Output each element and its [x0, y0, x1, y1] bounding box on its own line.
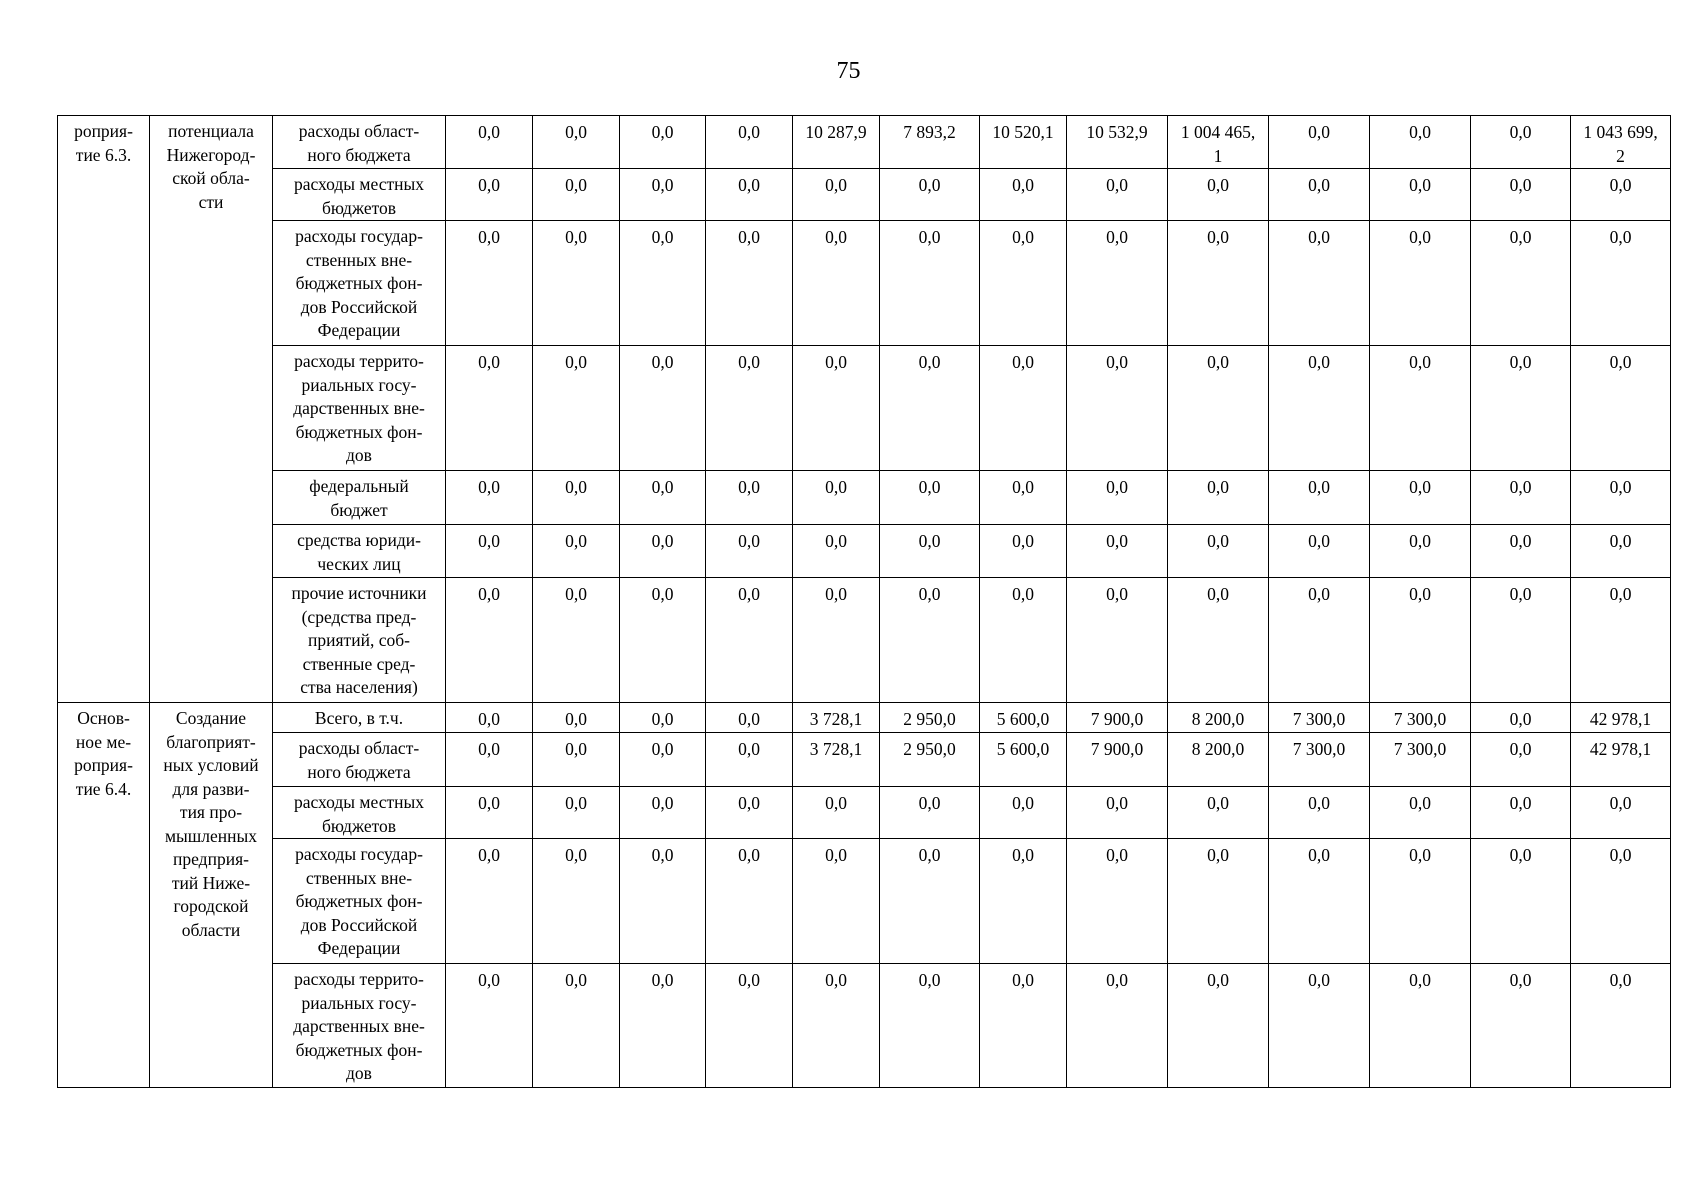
- value-cell: 0,0: [446, 525, 533, 578]
- value-cell: 0,0: [446, 116, 533, 169]
- value-cell: 0,0: [620, 346, 706, 471]
- value-cell: 0,0: [980, 964, 1067, 1088]
- value-cell: 0,0: [793, 471, 880, 525]
- value-cell: 0,0: [880, 169, 980, 221]
- value-cell: 0,0: [1370, 578, 1471, 703]
- value-cell: 0,0: [620, 703, 706, 733]
- value-cell: 0,0: [1168, 346, 1269, 471]
- value-cell: 0,0: [793, 964, 880, 1088]
- value-cell: 0,0: [706, 525, 793, 578]
- value-cell: 0,0: [1269, 964, 1370, 1088]
- value-cell: 0,0: [1471, 471, 1571, 525]
- value-cell: 0,0: [533, 964, 620, 1088]
- value-cell: 0,0: [1471, 346, 1571, 471]
- value-cell: 0,0: [793, 525, 880, 578]
- value-cell: 7 900,0: [1067, 703, 1168, 733]
- value-cell: 0,0: [1067, 578, 1168, 703]
- table-row: [58, 169, 1671, 221]
- value-cell: 0,0: [620, 116, 706, 169]
- value-cell: 0,0: [446, 169, 533, 221]
- value-cell: 0,0: [793, 221, 880, 346]
- value-cell: 0,0: [1571, 839, 1671, 964]
- value-cell: 2 950,0: [880, 733, 980, 787]
- value-cell: 0,0: [1370, 221, 1471, 346]
- value-cell: 0,0: [1571, 471, 1671, 525]
- value-cell: 0,0: [1370, 169, 1471, 221]
- value-cell: 0,0: [620, 964, 706, 1088]
- value-cell: 0,0: [1269, 839, 1370, 964]
- value-cell: 42 978,1: [1571, 703, 1671, 733]
- value-cell: 0,0: [1269, 471, 1370, 525]
- value-cell: 0,0: [980, 839, 1067, 964]
- funding-source-cell: средства юриди- ческих лиц: [273, 525, 446, 578]
- funding-source-cell: расходы област- ного бюджета: [273, 116, 446, 169]
- value-cell: 0,0: [1168, 221, 1269, 346]
- value-cell: 0,0: [1471, 733, 1571, 787]
- value-cell: 0,0: [980, 221, 1067, 346]
- value-cell: 0,0: [1571, 578, 1671, 703]
- value-cell: 0,0: [1067, 787, 1168, 839]
- value-cell: 1 004 465, 1: [1168, 116, 1269, 169]
- table-row: [58, 578, 1671, 703]
- page-number: 75: [836, 58, 861, 84]
- value-cell: 0,0: [1370, 964, 1471, 1088]
- table-row: [58, 116, 1671, 169]
- table-row: [58, 733, 1671, 787]
- value-cell: 0,0: [1370, 525, 1471, 578]
- value-cell: 0,0: [1571, 169, 1671, 221]
- value-cell: 0,0: [1168, 578, 1269, 703]
- value-cell: 0,0: [980, 169, 1067, 221]
- value-cell: 0,0: [1471, 221, 1571, 346]
- value-cell: 0,0: [706, 471, 793, 525]
- value-cell: 0,0: [446, 839, 533, 964]
- value-cell: 0,0: [533, 839, 620, 964]
- value-cell: 0,0: [880, 525, 980, 578]
- budget-table: [57, 115, 1671, 1088]
- value-cell: 0,0: [1269, 346, 1370, 471]
- value-cell: 0,0: [1571, 525, 1671, 578]
- value-cell: 0,0: [1370, 787, 1471, 839]
- value-cell: 0,0: [880, 787, 980, 839]
- table-row: [58, 964, 1671, 1088]
- value-cell: 7 300,0: [1269, 703, 1370, 733]
- value-cell: 8 200,0: [1168, 703, 1269, 733]
- value-cell: 0,0: [1168, 525, 1269, 578]
- value-cell: 0,0: [706, 839, 793, 964]
- value-cell: 0,0: [620, 839, 706, 964]
- value-cell: 0,0: [1471, 964, 1571, 1088]
- event-number-cell: Основ- ное ме- роприя- тие 6.4.: [58, 703, 150, 1088]
- value-cell: 0,0: [620, 787, 706, 839]
- value-cell: 0,0: [1471, 525, 1571, 578]
- funding-source-cell: расходы террито- риальных госу- дарственных вне- бюджетных фон- дов: [273, 964, 446, 1088]
- value-cell: 0,0: [620, 733, 706, 787]
- value-cell: 0,0: [980, 346, 1067, 471]
- value-cell: 0,0: [706, 221, 793, 346]
- value-cell: 7 900,0: [1067, 733, 1168, 787]
- value-cell: 0,0: [880, 346, 980, 471]
- value-cell: 0,0: [620, 169, 706, 221]
- value-cell: 0,0: [1471, 169, 1571, 221]
- value-cell: 0,0: [706, 787, 793, 839]
- value-cell: 0,0: [1471, 578, 1571, 703]
- value-cell: 5 600,0: [980, 733, 1067, 787]
- value-cell: 0,0: [880, 839, 980, 964]
- value-cell: 0,0: [1571, 221, 1671, 346]
- value-cell: 0,0: [706, 169, 793, 221]
- value-cell: 0,0: [1067, 169, 1168, 221]
- value-cell: 0,0: [533, 703, 620, 733]
- value-cell: 0,0: [620, 471, 706, 525]
- funding-source-cell: Всего, в т.ч.: [273, 703, 446, 733]
- value-cell: 0,0: [1168, 169, 1269, 221]
- value-cell: 0,0: [980, 471, 1067, 525]
- value-cell: 0,0: [706, 733, 793, 787]
- value-cell: 0,0: [1269, 787, 1370, 839]
- funding-source-cell: расходы государ- ственных вне- бюджетных фон- дов Российской Федерации: [273, 221, 446, 346]
- value-cell: 0,0: [980, 578, 1067, 703]
- funding-source-cell: прочие источники (средства пред- приятий, соб- ственные сред- ства населения): [273, 578, 446, 703]
- value-cell: 0,0: [446, 703, 533, 733]
- value-cell: 0,0: [1067, 221, 1168, 346]
- event-name-cell: Создание благоприят- ных условий для разви- тия про- мышленных предприя- тий Ниже- городской области: [150, 703, 273, 1088]
- value-cell: 0,0: [706, 578, 793, 703]
- value-cell: 0,0: [880, 221, 980, 346]
- value-cell: 0,0: [1269, 221, 1370, 346]
- value-cell: 0,0: [793, 346, 880, 471]
- event-number-cell: роприя- тие 6.3.: [58, 116, 150, 703]
- value-cell: 0,0: [706, 703, 793, 733]
- value-cell: 0,0: [1471, 787, 1571, 839]
- value-cell: 0,0: [1168, 471, 1269, 525]
- value-cell: 0,0: [533, 578, 620, 703]
- value-cell: 0,0: [1370, 839, 1471, 964]
- value-cell: 0,0: [793, 839, 880, 964]
- value-cell: 0,0: [620, 221, 706, 346]
- value-cell: 7 300,0: [1370, 733, 1471, 787]
- value-cell: 0,0: [1067, 471, 1168, 525]
- table-row: [58, 525, 1671, 578]
- value-cell: 0,0: [620, 525, 706, 578]
- value-cell: 7 300,0: [1269, 733, 1370, 787]
- funding-source-cell: расходы террито- риальных госу- дарственных вне- бюджетных фон- дов: [273, 346, 446, 471]
- value-cell: 0,0: [1269, 116, 1370, 169]
- value-cell: 0,0: [533, 346, 620, 471]
- value-cell: 0,0: [1067, 839, 1168, 964]
- value-cell: 0,0: [1168, 787, 1269, 839]
- value-cell: 2 950,0: [880, 703, 980, 733]
- value-cell: 7 893,2: [880, 116, 980, 169]
- funding-source-cell: расходы област- ного бюджета: [273, 733, 446, 787]
- value-cell: 0,0: [1471, 839, 1571, 964]
- value-cell: 0,0: [1168, 839, 1269, 964]
- value-cell: 42 978,1: [1571, 733, 1671, 787]
- table-row: [58, 471, 1671, 525]
- value-cell: 0,0: [706, 116, 793, 169]
- funding-source-cell: федеральный бюджет: [273, 471, 446, 525]
- value-cell: 0,0: [533, 733, 620, 787]
- value-cell: 0,0: [793, 578, 880, 703]
- value-cell: 7 300,0: [1370, 703, 1471, 733]
- table-row: [58, 346, 1671, 471]
- value-cell: 0,0: [1067, 525, 1168, 578]
- value-cell: 0,0: [880, 964, 980, 1088]
- value-cell: 0,0: [1370, 346, 1471, 471]
- value-cell: 0,0: [706, 964, 793, 1088]
- value-cell: 0,0: [1269, 525, 1370, 578]
- value-cell: 0,0: [446, 964, 533, 1088]
- funding-source-cell: расходы местных бюджетов: [273, 169, 446, 221]
- value-cell: 10 532,9: [1067, 116, 1168, 169]
- value-cell: 0,0: [1471, 116, 1571, 169]
- value-cell: 0,0: [1067, 964, 1168, 1088]
- value-cell: 0,0: [1370, 116, 1471, 169]
- value-cell: 0,0: [1269, 578, 1370, 703]
- value-cell: 0,0: [793, 787, 880, 839]
- value-cell: 0,0: [446, 787, 533, 839]
- value-cell: 0,0: [533, 221, 620, 346]
- table-row: [58, 839, 1671, 964]
- value-cell: 0,0: [880, 578, 980, 703]
- table-row: [58, 221, 1671, 346]
- value-cell: 0,0: [1067, 346, 1168, 471]
- value-cell: 0,0: [533, 169, 620, 221]
- value-cell: 0,0: [533, 471, 620, 525]
- value-cell: 0,0: [446, 733, 533, 787]
- value-cell: 5 600,0: [980, 703, 1067, 733]
- table-row: [58, 787, 1671, 839]
- value-cell: 0,0: [706, 346, 793, 471]
- value-cell: 1 043 699, 2: [1571, 116, 1671, 169]
- value-cell: 0,0: [1571, 787, 1671, 839]
- value-cell: 3 728,1: [793, 733, 880, 787]
- funding-source-cell: расходы государ- ственных вне- бюджетных фон- дов Российской Федерации: [273, 839, 446, 964]
- table-row: [58, 703, 1671, 733]
- value-cell: 0,0: [533, 787, 620, 839]
- value-cell: 10 287,9: [793, 116, 880, 169]
- value-cell: 0,0: [880, 471, 980, 525]
- value-cell: 0,0: [446, 578, 533, 703]
- value-cell: 0,0: [980, 525, 1067, 578]
- value-cell: 0,0: [1269, 169, 1370, 221]
- value-cell: 0,0: [1471, 703, 1571, 733]
- value-cell: 0,0: [446, 346, 533, 471]
- value-cell: 0,0: [533, 116, 620, 169]
- value-cell: 0,0: [620, 578, 706, 703]
- value-cell: 0,0: [446, 471, 533, 525]
- value-cell: 0,0: [1571, 346, 1671, 471]
- value-cell: 3 728,1: [793, 703, 880, 733]
- value-cell: 0,0: [980, 787, 1067, 839]
- event-name-cell: потенциала Нижегород- ской обла- сти: [150, 116, 273, 703]
- value-cell: 0,0: [446, 221, 533, 346]
- value-cell: 0,0: [1370, 471, 1471, 525]
- value-cell: 0,0: [1168, 964, 1269, 1088]
- value-cell: 0,0: [1571, 964, 1671, 1088]
- value-cell: 8 200,0: [1168, 733, 1269, 787]
- funding-source-cell: расходы местных бюджетов: [273, 787, 446, 839]
- value-cell: 0,0: [793, 169, 880, 221]
- value-cell: 0,0: [533, 525, 620, 578]
- value-cell: 10 520,1: [980, 116, 1067, 169]
